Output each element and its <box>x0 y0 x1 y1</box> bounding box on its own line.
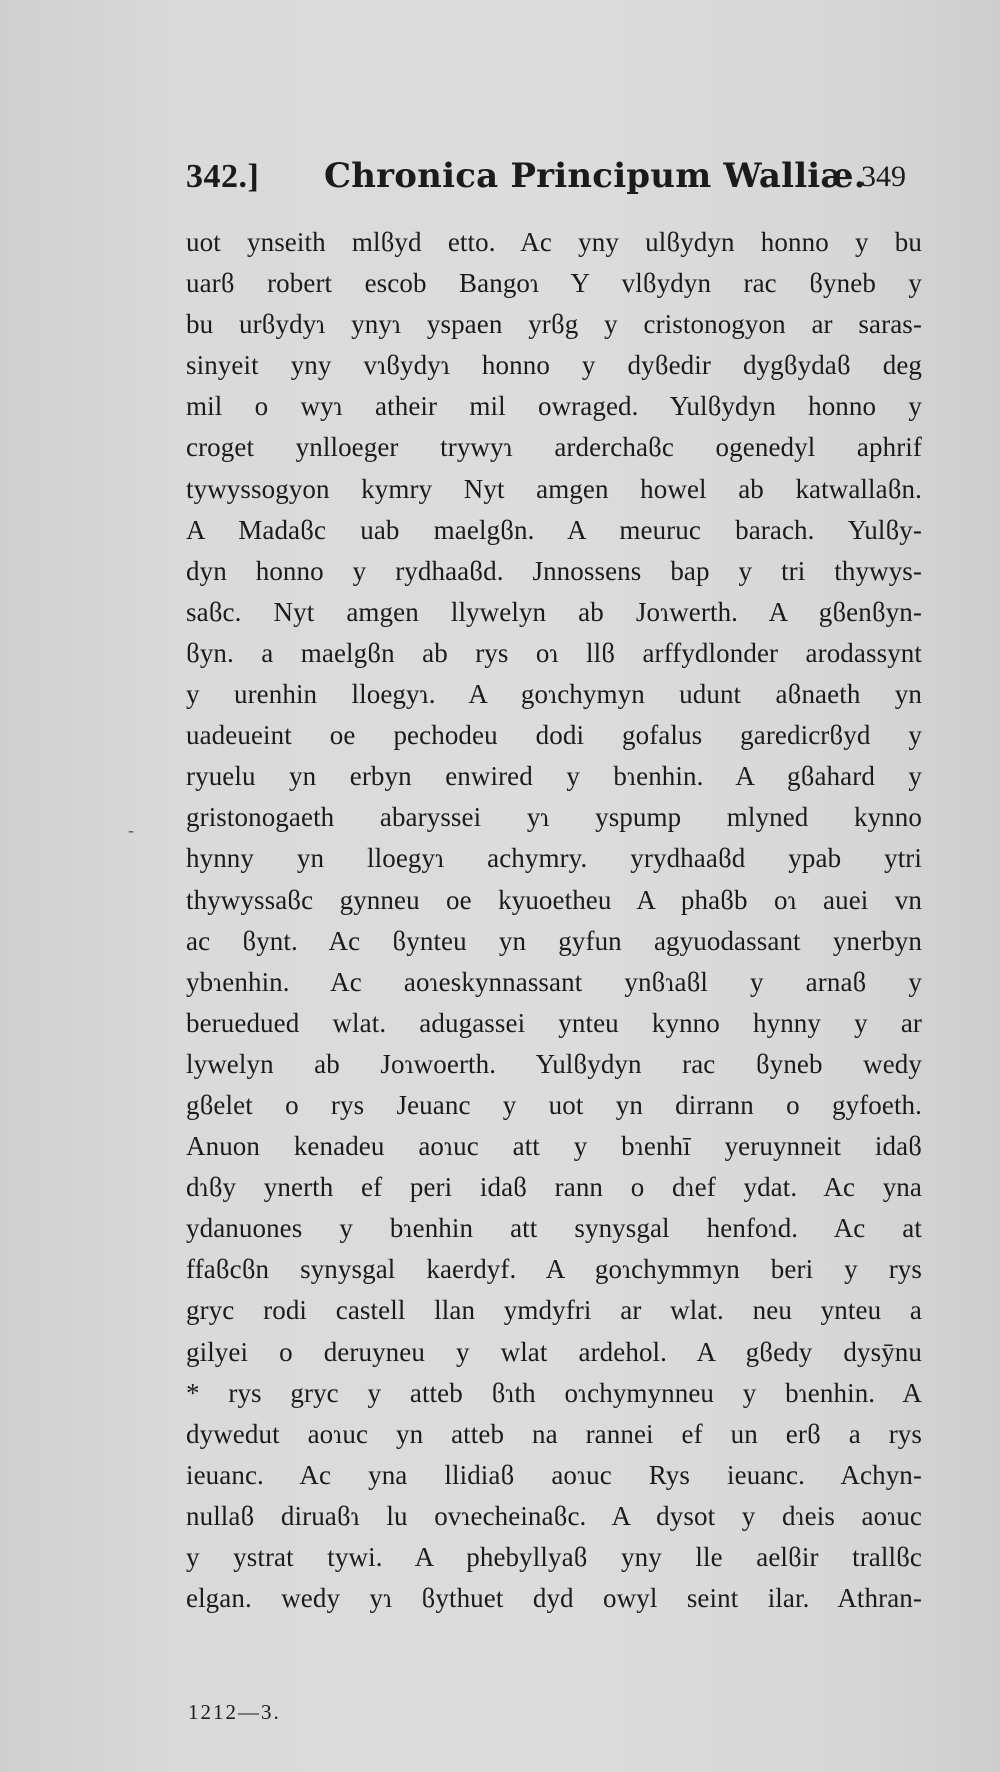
page-reference: 342.] <box>186 158 260 195</box>
text-line: lywelyn ab Joɿwoerth. Yulϐydyn rac ϐyneb wedy <box>186 1048 922 1079</box>
text-line: dywedut aoɿuc yn atteb na rannei ef un erϐ a rys <box>186 1418 922 1449</box>
text-line: Anuon kenadeu aoɿuc att y bɿenhī yeruynneit idaϐ <box>186 1131 922 1162</box>
text-line: y ystrat tywi. A phebyllyaϐ yny lle aelϐir trallϐc <box>186 1542 922 1572</box>
text-line: saϐc. Nyt amgen llywelyn ab Joɿwerth. A gϐenϐyn- <box>186 596 922 627</box>
text-line: dyn honno y rydhaaϐd. Jnnossens bap y tri thywys- <box>186 555 922 586</box>
text-line: uadeueint oe pechodeu dodi gofalus garedicrϐyd y <box>186 720 922 751</box>
text-line: mil o wyɿ atheir mil owraged. Yulϐydyn honno y <box>186 391 922 422</box>
text-line: uot ynseith mlϐyd etto. Ac yny ulϐydyn honno y bu <box>186 227 922 257</box>
text-line: ϐyn. a maelgϐn ab rys oɿ llϐ arffydlonder arodassynt <box>186 637 922 668</box>
page-number: 349 <box>861 160 906 193</box>
text-line: elgan. wedy yɿ ϐythuet dyd owyl seint ilar. Athran- <box>186 1583 922 1614</box>
text-line: tywyssogyon kymry Nyt amgen howel ab katwallaϐn. <box>186 473 922 504</box>
text-line: beruedued wlat. adugassei ynteu kynno hynny y ar <box>186 1007 922 1038</box>
text-line: gϐelet o rys Jeuanc y uot yn dirrann o gyfoeth. <box>186 1089 922 1120</box>
margin-dash: ‑ <box>128 820 134 840</box>
text-line: gilyei o deruyneu y wlat ardehol. A gϐedy dysȳnu <box>186 1336 922 1367</box>
text-line: sinyeit yny vɿϐydyɿ honno y dyϐedir dygϐydaϐ deg <box>186 350 922 381</box>
text-block <box>186 222 922 1619</box>
text-line: bu urϐydyɿ ynyɿ yspaen yrϐg y cristonogyon ar saras- <box>186 309 922 340</box>
text-line: gryc rodi castell llan ymdyfri ar wlat. neu ynteu a <box>186 1295 922 1326</box>
text-line: nullaϐ diruaϐɿ lu ovɿecheinaϐc. A dysot y dɿeis aoɿuc <box>186 1500 922 1531</box>
text-line: ac ϐynt. Ac ϐynteu yn gyfun agyuodassant ynerbyn <box>186 925 922 956</box>
text-line: hynny yn lloegyɿ achymry. yrydhaaϐd ypab ytri <box>186 843 922 874</box>
text-line: ybɿenhin. Ac aoɿeskynnassant ynϐɿaϐl y arnaϐ y <box>186 966 922 997</box>
text-line: ydanuones y bɿenhin att synysgal henfoɿd. Ac at <box>186 1213 922 1244</box>
text-line: ffaϐcϐn synysgal kaerdyf. A goɿchymmyn beri y rys <box>186 1254 922 1285</box>
text-line: y urenhin lloegyɿ. A goɿchymyn udunt aϐnaeth yn <box>186 679 922 710</box>
text-line: ryuelu yn erbyn enwired y bɿenhin. A gϐahard y <box>186 761 922 792</box>
text-line: uarϐ robert escob Bangoɿ Y vlϐydyn rac ϐyneb y <box>186 268 922 299</box>
text-line: dɿϐy ynerth ef peri idaϐ rann o dɿef ydat. Ac yna <box>186 1172 922 1203</box>
text-line: gristonogaeth abaryssei yɿ yspump mlyned kynno <box>186 802 922 833</box>
text-line: thywyssaϐc gynneu oe kyuoetheu A phaϐb oɿ auei vn <box>186 884 922 915</box>
text-line: A Madaϐc uab maelgϐn. A meuruc barach. Yulϐy- <box>186 514 922 545</box>
text-line: ieuanc. Ac yna llidiaϐ aoɿuc Rys ieuanc. Achyn- <box>186 1459 922 1490</box>
running-title: Chronica Principum Walliæ. <box>324 156 866 196</box>
text-line: * rys gryc y atteb ϐɿth oɿchymynneu y bɿenhin. A <box>186 1377 922 1408</box>
text-line: croget ynlloeger trywyɿ arderchaϐc ogenedyl aphrif <box>186 432 922 463</box>
running-header <box>186 158 906 208</box>
year-note: 1212—3. <box>188 1700 281 1724</box>
